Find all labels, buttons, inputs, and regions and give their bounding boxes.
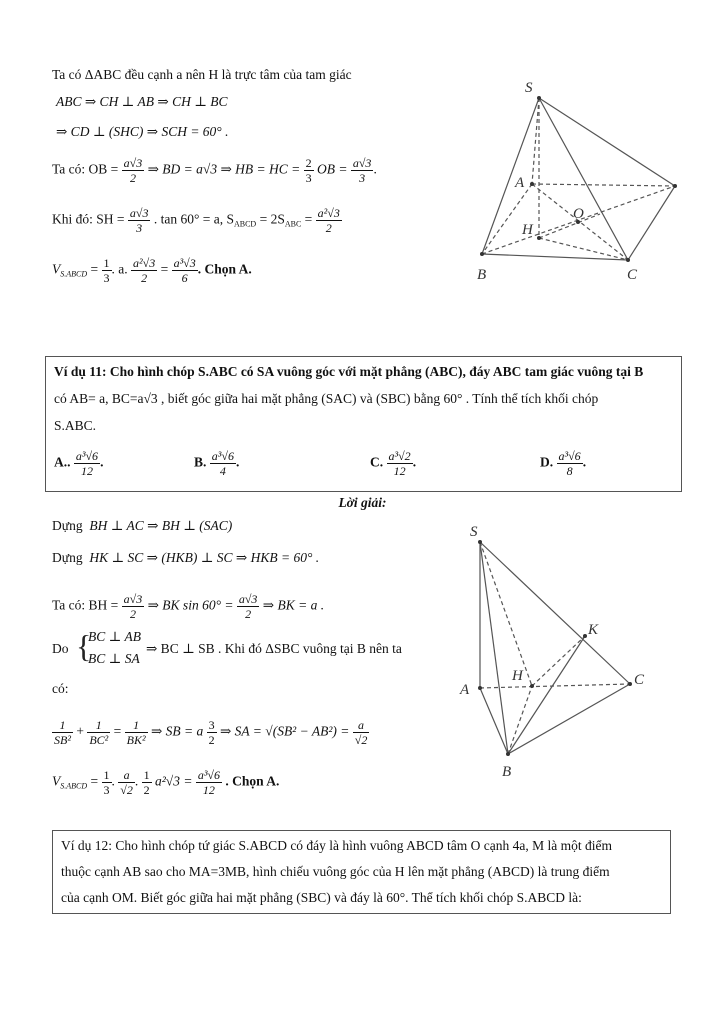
- ex11-line-2: có AB= a, BC=a√3 , biết góc giữa hai mặt phẳng (SAC) và (SBC) bằng 60° . Tính thể tích khối chóp: [54, 391, 599, 406]
- ex11-line-3: S.ABC.: [54, 418, 97, 433]
- s1-line-2: ABC ⇒ CH ⊥ AB ⇒ CH ⊥ BC: [56, 94, 228, 109]
- ex12-line-3: của cạnh OM. Biết góc giữa hai mặt phẳng (SBC) và đáy là 60°. Thể tích khối chóp S.ABCD là:: [61, 890, 582, 905]
- example-12-box: [52, 830, 671, 914]
- s1-l4-text-c: OB =: [316, 161, 348, 177]
- s2-brace-1: BC ⊥ AB: [88, 629, 141, 644]
- s1-l5-text-c: = 2S: [259, 211, 285, 227]
- label-C: C: [627, 267, 638, 283]
- example-11-box: [45, 356, 682, 492]
- fraction: $\frac{\text{a²√3}}{2}$: [317, 206, 340, 235]
- pyramid-figure-2: [440, 518, 680, 786]
- option-b[interactable]: B. $\frac{\text{a³√6}}{4}$ .: [194, 449, 240, 478]
- fraction: $\frac{a√3}{3}$: [129, 206, 149, 235]
- label-B: B: [477, 267, 487, 283]
- label-B: B: [502, 764, 512, 780]
- s1-l4-text-b: ⇒ BD = a√3 ⇒ HB = HC =: [147, 161, 301, 177]
- label-S: S: [470, 524, 478, 540]
- s2-brace-2: BC ⊥ SA: [88, 651, 140, 666]
- s2-line-4: Do: [52, 641, 69, 656]
- ex12-line-2: thuộc cạnh AB sao cho MA=3MB, hình chiếu vuông góc của H lên mặt phẳng (ABCD) là trung điểm: [61, 864, 610, 879]
- s2-line-4-b: ⇒ BC ⊥ SB . Khi đó ΔSBC vuông tại B nên ta: [146, 641, 402, 656]
- fraction: $\frac{2}{3}$: [305, 156, 312, 185]
- label-S: S: [525, 80, 533, 96]
- label-C: C: [634, 672, 645, 688]
- label-A: A: [515, 175, 525, 191]
- fraction: $\frac{1}{3}$: [103, 256, 110, 285]
- s1-line-1: Ta có ΔABC đều cạnh a nên H là trực tâm của tam giác: [52, 67, 352, 82]
- answer-choice: . Chọn A.: [197, 261, 252, 277]
- s1-l5-text-a: Khi đó: SH =: [52, 211, 125, 227]
- solution-heading: Lời giải:: [338, 495, 387, 510]
- fraction: $\frac{\text{a³√3}}{6}$: [173, 256, 196, 285]
- ex12-line-1: Ví dụ 12: Cho hình chóp tứ giác S.ABCD có đáy là hình vuông ABCD tâm O cạnh 4a, M là một điểm: [61, 838, 613, 853]
- s2-line-6: $\frac{1}{\text{SB²}}$ + $\frac{1}{\text{BC²}}$ = $\frac{1}{\text{BK²}}$ ⇒ SB = a $\frac{3}{2}$ ⇒ SA = √(SB² − AB²) = $\frac{a}{√2}$: [54, 718, 368, 747]
- option-c[interactable]: C. $\frac{\text{a³√2}}{12}$ .: [370, 449, 417, 478]
- fraction: $\frac{\text{a²√3}}{2}$: [133, 256, 156, 285]
- label-H: H: [522, 222, 533, 238]
- s1-line-3: ⇒ CD ⊥ (SHC) ⇒ SCH = 60° .: [56, 124, 229, 139]
- s2-line-1: Dựng BH ⊥ AC ⇒ BH ⊥ (SAC): [52, 518, 233, 533]
- s1-line-6: $V_{S.ABCD}$ = $\frac{1}{3}$ . a. $\frac{\text{a²√3}}{2}$ = $\frac{\text{a³√3}}{6}$ . Chọn A.: [52, 256, 252, 285]
- option-a[interactable]: A.. $\frac{\text{a³√6}}{12}$ .: [54, 449, 104, 478]
- s2-line-2: Dựng HK ⊥ SC ⇒ (HKB) ⊥ SC ⇒ HKB = 60° .: [52, 550, 320, 565]
- s2-line-5: có:: [52, 681, 69, 696]
- s2-line-7: $V_{S.ABCD}$ = $\frac{1}{3}$ . $\frac{a}{√2}$ . $\frac{1}{2}$ a²√3 = $\frac{\text{a³√6}}{12}$ . Chọn A.: [52, 768, 280, 797]
- label-K: K: [588, 622, 599, 638]
- label-O: O: [573, 206, 584, 222]
- brace: {: [76, 628, 92, 664]
- s1-l4-text-a: Ta có: OB =: [52, 161, 119, 177]
- option-d[interactable]: D. $\frac{\text{a³√6}}{8}$ .: [540, 449, 587, 478]
- fraction: $\frac{a√3}{3}$: [352, 156, 372, 185]
- answer-choice: . Chọn A.: [225, 773, 280, 789]
- label-H: H: [512, 668, 523, 684]
- fraction: $\frac{a√3}{2}$: [123, 156, 143, 185]
- s2-line-3: Ta có: BH = $\frac{a√3}{2}$ ⇒ BK sin 60° = $\frac{a√3}{2}$ ⇒ BK = a .: [52, 592, 325, 621]
- label-A: A: [460, 682, 470, 698]
- ex11-line-1: Ví dụ 11: Cho hình chóp S.ABC có SA vuông góc với mặt phẳng (ABC), đáy ABC tam giác vuông tại B: [54, 364, 644, 379]
- s1-l5-text-b: . tan 60° = a, S: [153, 211, 234, 227]
- s1-line-4: Ta có: OB = $\frac{a√3}{2}$ ⇒ BD = a√3 ⇒ HB = HC = $\frac{2}{3}$ OB = $\frac{a√3}{3}$ .: [52, 156, 377, 185]
- s1-line-5: Khi đó: SH = $\frac{a√3}{3}$ . tan 60° = a, $S_{ABCD} = 2S_{ABC}$ = $\frac{\text{a²√3}}{2}$: [52, 206, 340, 235]
- pyramid-figure-1: [470, 74, 685, 289]
